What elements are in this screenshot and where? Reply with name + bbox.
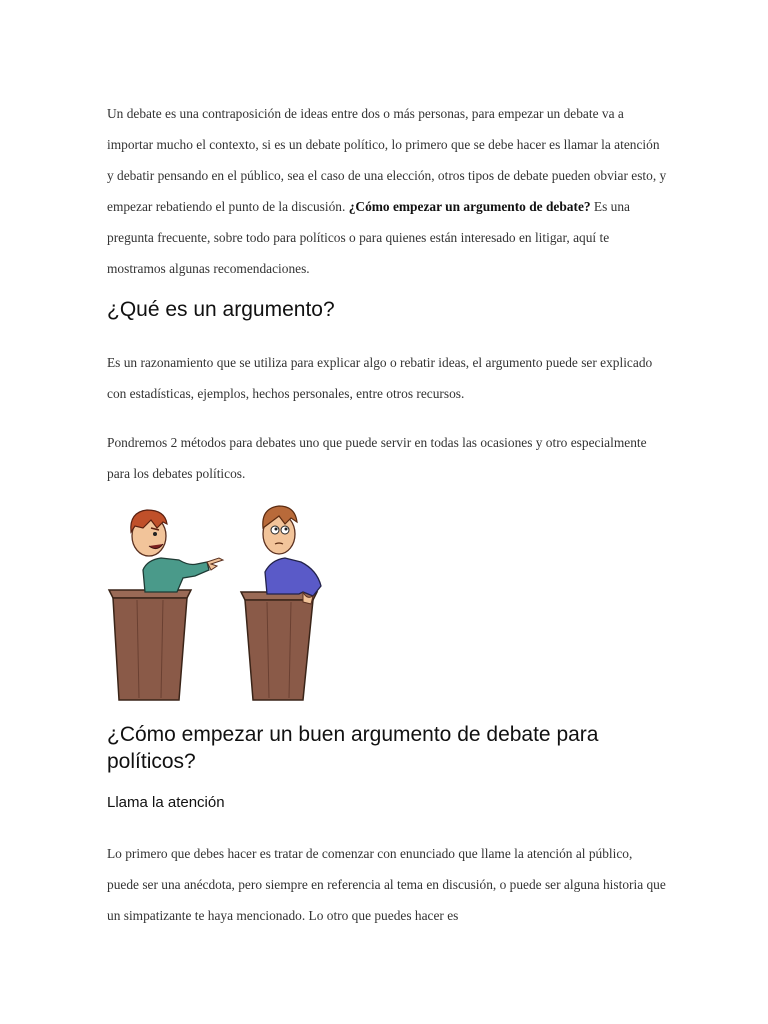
left-podium — [109, 590, 191, 700]
llama-atencion-paragraph: Lo primero que debes hacer es tratar de comenzar con enunciado que llame la atención al público, puede ser una anécdota, pero siempre en referencia al tema en discusión, o puede ser alguna historia que un simpatizante te haya mencionado. Lo otro que puedes hacer es — [107, 846, 666, 923]
subheading-llama-atencion: Llama la atención — [107, 794, 225, 811]
razonamiento-paragraph: Es un razonamiento que se utiliza para explicar algo o rebatir ideas, el argumento puede ser explicado con estadísticas, ejemplos, hechos personales, entre otros recursos. — [107, 355, 653, 401]
right-podium — [241, 592, 317, 700]
intro-paragraph — [107, 98, 667, 284]
intro-bold-question: ¿Cómo empezar un argumento de debate? — [348, 199, 591, 214]
right-debater — [263, 506, 321, 604]
intro-text-a: Un debate es una contraposición de ideas entre dos o más personas, para empezar un debate va a importar mucho el contexto, si es un debate político, lo primero que se debe hacer es llamar la atención y debatir pensando en el público, sea el caso de una elección, otros tipos de debate pueden obviar esto, y empezar rebatiendo el punto de la discusión. — [107, 106, 667, 214]
intro-text-b: Es una pregunta frecuente, sobre todo para políticos o para quienes están interesado en litigar, aquí te mostramos algunas recomendaciones. — [107, 199, 630, 276]
metodos-paragraph: Pondremos 2 métodos para debates uno que puede servir en todas las ocasiones y otro especialmente para los debates políticos. — [107, 435, 647, 481]
heading-que-es-argumento: ¿Qué es un argumento? — [107, 298, 335, 321]
left-debater — [131, 510, 223, 592]
debate-illustration — [107, 500, 337, 705]
heading-como-empezar: ¿Cómo empezar un buen argumento de debate para políticos? — [107, 723, 599, 773]
